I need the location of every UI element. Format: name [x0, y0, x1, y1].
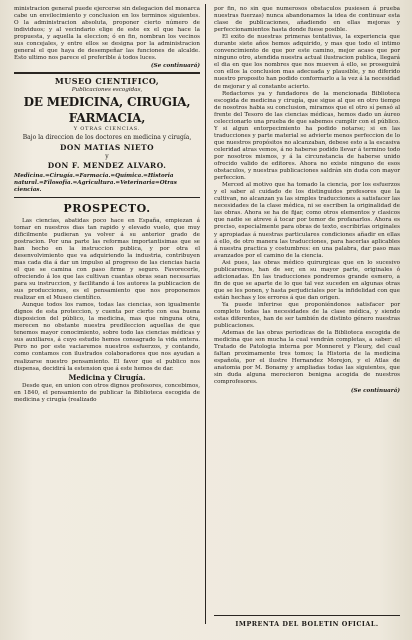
right-paragraph-2: El exito de nuestras primeras tentativas, la experiencia que durante siete años hemos adquirido, y mas que todo el intimo convencimiento de que por este camino, mejor acaso que por ninguno otro, atendida nuestra actual ilustracion publica, llegará el dia en que los nombres que nos mueven á ello, se proseguirá con ellos la conclusion mas adecuada y plausible, y no diferido nuestro proposito han podido conformarlo a la vez á la necesidad de mejorar y al constante acierto. — [214, 34, 400, 90]
rule-divider — [14, 197, 200, 198]
direction-line: Bajo la direccion de los doctores en medicina y cirugía, — [22, 133, 192, 141]
right-paragraph-1: por fin, no sin que numerosos obstaculos pusiesen á prueba nuestras fuerzas) nunca abandonamos la idea de continuar esta clase de publicaciones, añadiendo en ellas mejoras y perfeccionamientos hasta donde fuese posible. — [214, 6, 400, 34]
intro-paragraph: ministracion general puede ejercerse sin delegacion del monarca cabe un envilecimiento y conclusion en los terminos siguientes. O la administracion absoluta, proponer cierto número de individuos; y al vecindario elige de este ex el que hace la propuesta, y aquella la eleccion; ó en fin, nombran los vecinos sus concejales, y entre ellos se designa por la administracion general el que haya de desempeñar las funciones de alcalde. Esto ultimo nos parece el preferible á todos luces. — [14, 6, 200, 62]
section-divider — [14, 72, 200, 74]
director-two: DON F. MENDEZ ALVARO. — [47, 160, 167, 170]
prospecto-title: PROSPECTO. — [63, 201, 151, 215]
sciences-list: Medicina.=Cirugía.=Farmacia.=Química.=Historia natural.=Filosofía.=Agricultura.=Veterinaria=Otras ciencias. — [14, 172, 177, 193]
imprenta-rule — [214, 615, 400, 616]
right-paragraph-3: Redactores ya y fundadores de la mencionada Biblioteca escogida de medicina y cirugía, que sigue al que en otro tiempo de nosotros habia su conclusion, miramos que el otro sí pensó al frente del Tesoro de las ciencias médicas, hemos dado un áureo celeccionarlo una prueba de que sabemos cumplir con el público. Y si algun entorpecimiento ha podido notarse; si en las traducciones y parte material se advierte menos perfeccion de lo que nuestros propósitos no alcanzaban, debese esto a la escasiva celeridad atras vemos, á no haberse podido llevar á termino todo por nosotros mismos, y á la circunstancia de haberse unido ofrecido valido de editores. Ahora no existe ninguno de esos obstaculos, y nuestras publicaciones saldrán sin duda con mayor perfeccion. — [214, 90, 400, 182]
museo-heading: DE MEDICINA, CIRUGIA, FARMACIA, — [23, 95, 191, 126]
conjunction: y — [105, 152, 109, 160]
continuation-note: (Se continuará) — [150, 63, 200, 70]
director-one: DON MATIAS NIETO — [59, 142, 155, 152]
section-heading: Medicina y Cirugía. — [68, 372, 146, 382]
left-column — [14, 6, 200, 404]
right-paragraph-6: Ya puede inferirse que proponiéndonos satisfacer por completo todas las necesidades de la clase médica, y siendo estas diferentes, han de ser también de distinto género nuestras publicaciones. — [214, 301, 400, 330]
prospecto-paragraph-1: Las ciencias, abatidas poco hace en España, empiezan á tomar en nuestros dias tan rapido y elevado vuelo, que muy dificilmente pudieran ya volver á su anterior grado de postracion. Por una parte las reformas importantisimas que se han hecho en la instruccion publica, y por otra el desenvolvimiento que va adquiriendo la industria, contribuyen mas cada dia á dar un impulso al progreso de las ciencias hacia el que se camina con paso firme y seguro. Favorecerle, ofreciendo á los que las cultivan cuantas obras sean necesarias para su instruccion, y facilitando á los autores la publicacion de sus producciones, es el pensamiento que nos proponemos realizar en el Museo científico. — [14, 217, 200, 302]
museo-subtitle: Publicaciones escogidas, — [71, 87, 143, 94]
final-paragraph: Desde que, en union con otros dignos profesores, concebimos, en 1840, el pensamiento de publicar la Biblioteca escogida de medicina y cirugía (realizado — [14, 382, 200, 403]
museo-title: MUSEO CIENTIFICO, — [54, 76, 160, 87]
right-paragraph-7: Ademas de las obras periodicas de la Biblioteca escogida de medicina que son mucha la cual vendrán completas, a saber: el Tratado de Patologia interna por Monneret y Fleury, del cual faltan proximamente tres tomos; la Historia de la medicina española, por el ilustre Hernandez Morejon, y el Atlas de anatomia por M. Bonamy y ampliadas todas las siguientes, que sin duda alguna merecieron benigna acogida de nuestros comprofesores. — [214, 330, 400, 386]
right-paragraph-5: Asi pues, las obras médico quirurgicas que en lo sucesivo publicaremos, han de ser, en su mayor parte, originales ó adicionadas. En las traducciones pondremos grande esmero, a fin de que se aparte de lo que tal vez suceden en algunas otras que se les ponen, y hasta perjudiciales por la infidelidad con que están hechas y los errores á que dan origen. — [214, 259, 400, 301]
column-separator — [205, 4, 206, 624]
prospecto-paragraph-2: Aunque todos los ramos, todas las ciencias, son igualmente dignos de esta proteccion, y cuenta por cierto con esa buena disposicion del público, la medicina, mas que ninguna otra, merecen no obstante nuestra predileccion aquellas de que tenemos mayor conocimiento, sobre todo las ciencias médicas y sus auxiliares, á cuyo estudio hemos consagrado la vida entera. Pero no por este vaciaremos nuestros esfuerzos, y contando, como contamos con ilustrados colaboradores que nos ayudan a realizarse nuestro pensamiento. El favor que el publico nos dispensa, decidirá la estension que á este hemos de dar. — [14, 302, 200, 372]
right-paragraph-4: Merced al motivo que ha tomado la ciencia, por los esfuerzos y el saber al cuidado de los distinguidos profesores que la cultivan, no alcanzan ya las simples traducciones a satisfacer las necesidades de la clase médica, ni se escriben la originalidad de las obras. Ahora se ha de fijar, como otros elementos y clasicos que nadie se atreve á tocar por temor de profanarlos. Ahora es preciso, especialmente para obras de texto, escribirlas originales y apropiadas á nuestras particulares condiciones añadir en ellas á ello, de otro manera las traducciones, para hacerlas aplicables á nuestra practica y costumbres: en una palabra, dar paso mas avanzados por el camino de la ciencia. — [214, 182, 400, 259]
museo-other-sciences: Y OTRAS CIENCIAS. — [73, 126, 141, 133]
imprenta-footer: IMPRENTA DEL BOLETIN OFICIAL. — [235, 620, 379, 628]
continuation-note-right: (Se continuará) — [350, 387, 400, 394]
right-column — [214, 6, 400, 397]
